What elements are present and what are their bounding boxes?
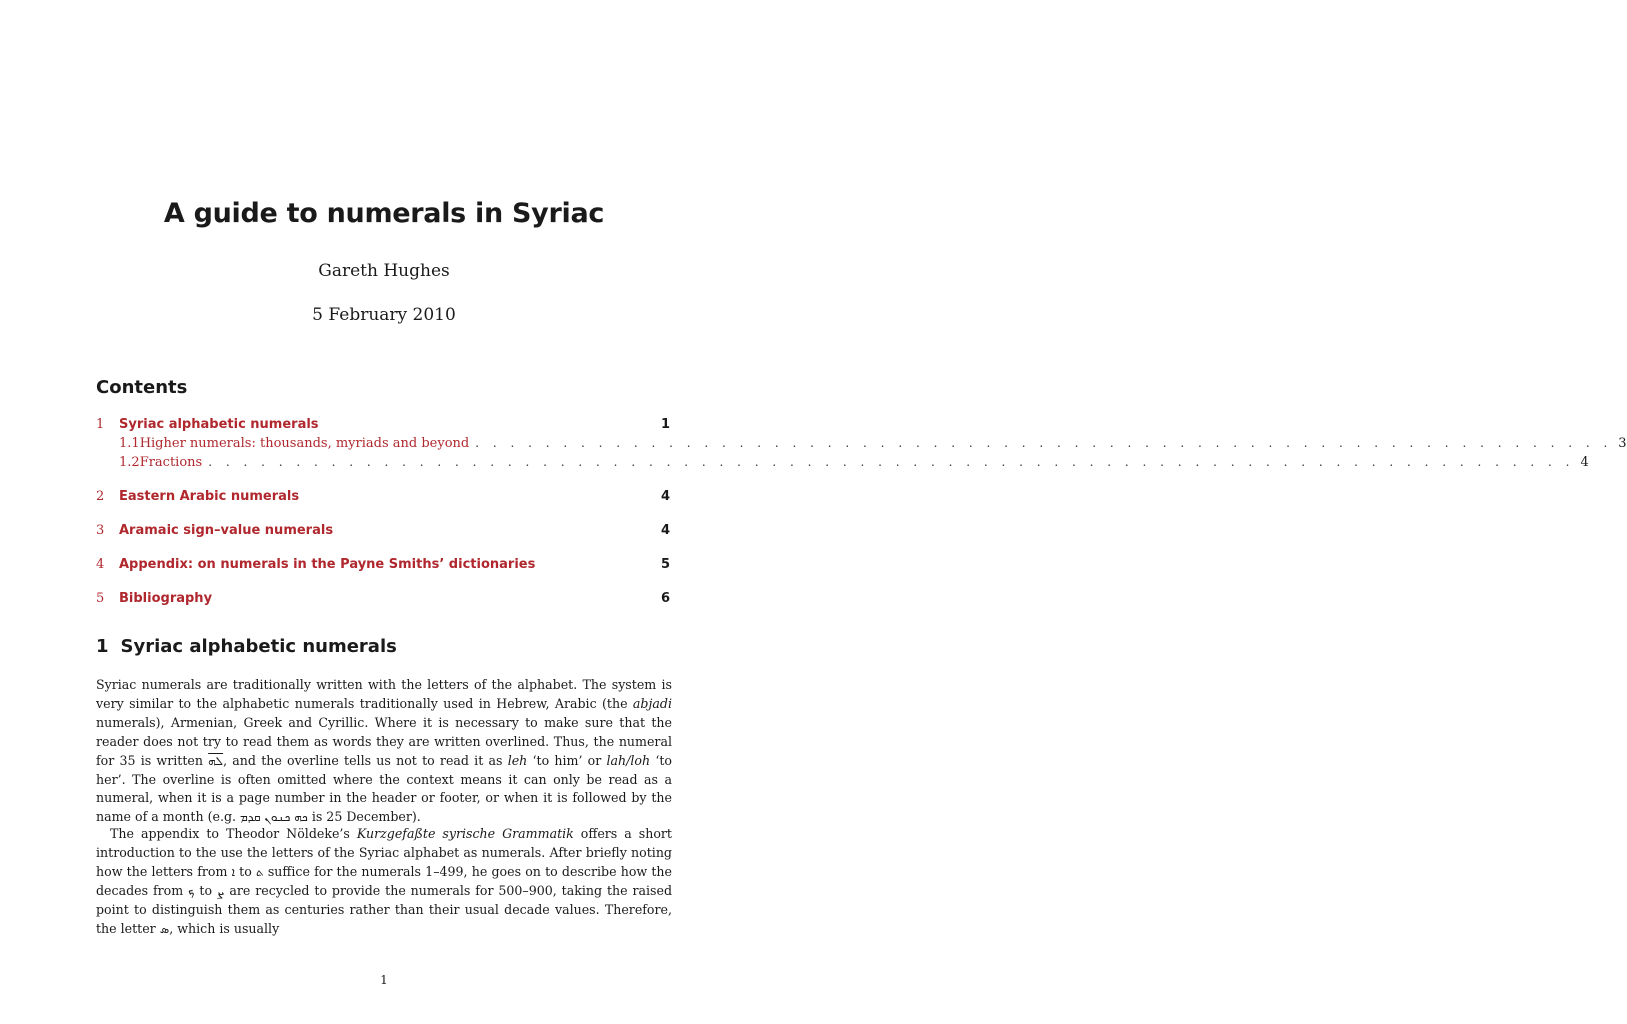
syriac-letter: ܟ: [188, 883, 195, 898]
toc-label[interactable]: Syriac alphabetic numerals: [119, 417, 319, 432]
toc-page: 4: [660, 523, 670, 538]
toc-entry-4[interactable]: [96, 557, 670, 575]
syriac-letter: ܐ: [231, 864, 235, 879]
book-title: Kurzgefaßte syrische Grammatik: [356, 826, 574, 841]
toc-label[interactable]: Higher numerals: thousands, myriads and beyond: [139, 436, 470, 451]
section-heading: [96, 636, 397, 657]
toc-page: 5: [660, 557, 670, 572]
toc-page: 6: [660, 591, 670, 606]
toc-leader-dots: . . . . . . . . . . . . . . . . . . . . . . . . . . . . . . . . . . . . . . . . . . . . . . . . . . . . . . . . . . . . . . . . . . . . . . . . . . . . . .: [208, 455, 1575, 469]
syriac-letter: ܣ: [159, 921, 170, 936]
toc-number: 3: [96, 523, 105, 538]
toc-number: 1.2: [119, 455, 140, 470]
document-title: A guide to numerals in Syriac: [163, 198, 605, 229]
page-number: 1: [380, 973, 388, 987]
toc-label[interactable]: Fractions: [139, 455, 203, 470]
section-number: 1: [96, 636, 109, 657]
text-run: are recycled to provide the numerals for 500–900, taking the raised point to distinguish them as centuries rather than their usual decade values. Therefore, the letter: [96, 882, 673, 936]
toc-page: 4: [1580, 455, 1589, 470]
toc-leader-dots: . . . . . . . . . . . . . . . . . . . . . . . . . . . . . . . . . . . . . . . . . . . . . . . . . . . . . . . . . . . . . . . . .: [475, 436, 1613, 450]
toc-page: 1: [660, 417, 670, 432]
section-title: Syriac alphabetic numerals: [120, 636, 397, 657]
toc-entry-3[interactable]: [96, 523, 670, 541]
syriac-letter: ܬ: [256, 864, 264, 879]
text-run: , which is usually: [169, 920, 280, 936]
text-run: to: [194, 882, 217, 898]
text-run: The appendix to Theodor Nöldeke’s: [110, 826, 357, 841]
text-run: , and the overline tells us not to read it as: [223, 752, 508, 768]
italic-term: leh: [507, 752, 528, 768]
paragraph: [96, 676, 672, 827]
syriac-letter: ܨ: [216, 883, 225, 898]
text-run: numerals), Armenian, Greek and Cyrillic. Where it is necessary to make sure that the reader does not try to read them as words they are written overlined. Thus, the numeral for 35 is written: [96, 714, 672, 768]
paragraph: [96, 825, 672, 938]
text-run: offers a short introduction to the use the letters of the Syriac alphabet as numerals. After briefly noting how the letters from: [96, 826, 672, 879]
syriac-date: ܟܗ ܟܢܘܢ ܩܕܡ: [240, 810, 308, 825]
contents-heading: Contents: [96, 377, 188, 398]
toc-label[interactable]: Eastern Arabic numerals: [119, 489, 300, 504]
toc-label[interactable]: Bibliography: [119, 591, 213, 606]
toc-number: 2: [96, 489, 105, 504]
italic-term: lah/loh: [606, 752, 651, 768]
toc-entry-1-2[interactable]: [96, 455, 1589, 473]
toc-page: 3: [1618, 436, 1627, 451]
toc-number: 4: [96, 557, 105, 572]
text-run: ‘to him’ or: [527, 752, 607, 768]
toc-page: 4: [660, 489, 670, 504]
toc-label[interactable]: Appendix: on numerals in the Payne Smiths’ dictionaries: [119, 557, 536, 572]
text-run: is 25 December).: [307, 809, 421, 825]
date: 5 February 2010: [312, 305, 456, 325]
toc-number: 5: [96, 591, 105, 606]
text-run: suffice for the numerals 1–499, he goes on to describe how the decades from: [96, 863, 672, 898]
toc-entry-2[interactable]: [96, 489, 670, 507]
toc-entry-5[interactable]: [96, 591, 670, 609]
toc-number: 1.1: [119, 436, 140, 451]
toc-label[interactable]: Aramaic sign–value numerals: [119, 523, 334, 538]
toc-entry-1[interactable]: [96, 417, 670, 435]
syriac-numeral: ܠܗ: [208, 753, 224, 768]
text-run: ‘to her’. The overline is often omitted where the context means it can only be read as a numeral, when it is a page number in the header or footer, or when it is followed by the name of a month (e.g.: [96, 752, 672, 825]
italic-term: abjadi: [632, 695, 672, 711]
text-run: to: [234, 863, 256, 879]
toc-number: 1: [96, 417, 105, 432]
text-run: Syriac numerals are traditionally written with the letters of the alphabet. The system is very similar to the alphabetic numerals traditionally used in Hebrew, Arabic (the: [96, 677, 672, 711]
toc-entry-1-1[interactable]: [96, 436, 1627, 454]
author: Gareth Hughes: [318, 261, 450, 281]
